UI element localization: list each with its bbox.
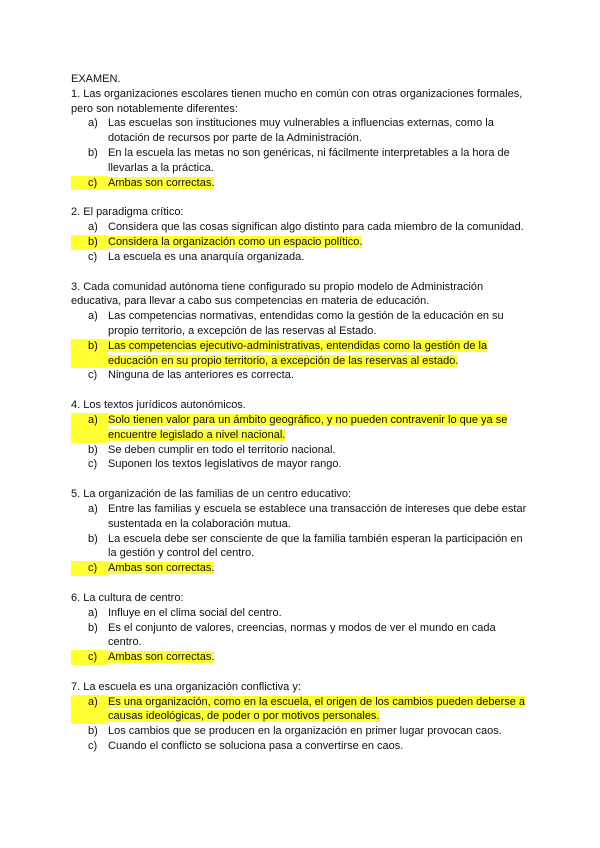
option-text: Suponen los textos legislativos de mayor rango. (108, 458, 342, 471)
option-letter: a) (71, 413, 108, 443)
question-3 (71, 280, 531, 384)
answer-option-b (71, 146, 531, 176)
answer-option-c (71, 368, 531, 383)
highlighted-answer: Es una organización, como en la escuela, el origen de los cambios pueden deberse a causas ideológicas, de poder o por motivos personales. (108, 695, 526, 723)
question-text: 6. La cultura de centro: (71, 591, 184, 604)
answer-option-c (71, 739, 531, 754)
option-letter: b) (71, 339, 108, 369)
answer-option-c (71, 457, 531, 472)
question-4 (71, 398, 531, 472)
option-letter: b) (88, 443, 98, 456)
option-letter: c) (88, 458, 98, 471)
question-text: 2. El paradigma crítico: (71, 206, 184, 219)
option-text: Las escuelas son instituciones muy vulnerables a influencias externas, como la dotación de recursos por parte de la Administración. (108, 117, 494, 145)
highlighted-answer: Ambas son correctas. (108, 651, 215, 664)
document-content (71, 72, 531, 769)
option-letter: c) (71, 176, 108, 191)
option-text: Entre las familias y escuela se establece una transacción de intereses que debe estar sustentada en la colaboración mutua. (108, 502, 527, 530)
question-text: 3. Cada comunidad autónoma tiene configurado su propio modelo de Administración educativa, para llevar a cabo sus competencias en materia de educación. (71, 280, 484, 308)
answer-option-a (71, 606, 531, 621)
answer-option-b (71, 339, 531, 369)
answer-option-a (71, 502, 531, 532)
highlighted-answer: Ambas son correctas. (108, 562, 215, 575)
option-letter: c) (88, 740, 98, 753)
answer-option-b (71, 235, 531, 250)
answer-option-c (71, 561, 531, 576)
option-text: Ninguna de las anteriores es correcta. (108, 369, 294, 382)
highlighted-answer: Solo tienen valor para un ámbito geográfico, y no pueden contravenir lo que ya se encuentre legislado a nivel nacional. (108, 413, 508, 441)
option-letter: a) (88, 310, 98, 323)
question-text: 1. Las organizaciones escolares tienen mucho en común con otras organizaciones formales, pero son notablemente diferentes: (71, 87, 523, 115)
option-letter: a) (71, 695, 108, 725)
option-text: En la escuela las metas no son genéricas, ni fácilmente interpretables a la hora de llevarlas a la práctica. (108, 146, 510, 174)
question-text: 4. Los textos jurídicos autonómicos. (71, 399, 246, 412)
answer-option-a (71, 309, 531, 339)
highlighted-answer: Las competencias ejecutivo-administrativas, entendidas como la gestión de la educación en su propio territorio, a excepción de las reservas al estado. (108, 339, 488, 367)
answer-option-a (71, 116, 531, 146)
highlighted-answer: Considera la organización como un espacio político. (108, 235, 363, 248)
answer-option-c (71, 176, 531, 191)
option-text: Los cambios que se producen en la organización en primer lugar provocan caos. (108, 725, 502, 738)
option-letter: b) (71, 235, 108, 250)
option-text: La escuela es una anarquía organizada. (108, 250, 305, 263)
option-text: Se deben cumplir en todo el territorio nacional. (108, 443, 336, 456)
answer-option-a (71, 220, 531, 235)
option-text: Considera que las cosas significan algo distinto para cada miembro de la comunidad. (108, 221, 524, 234)
option-letter: a) (88, 502, 98, 515)
answer-option-b (71, 724, 531, 739)
answer-option-a (71, 413, 531, 443)
answer-option-b (71, 621, 531, 651)
option-letter: c) (71, 561, 108, 576)
option-letter: c) (88, 369, 98, 382)
question-1 (71, 87, 531, 191)
option-letter: a) (88, 606, 98, 619)
option-letter: a) (88, 117, 98, 130)
option-text: La escuela debe ser consciente de que la familia también esperan la participación en la gestión y control del centro. (108, 532, 523, 560)
document-title: EXAMEN. (71, 73, 121, 85)
option-letter: a) (88, 221, 98, 234)
answer-option-b (71, 532, 531, 562)
answer-option-c (71, 250, 531, 265)
question-6 (71, 591, 531, 665)
answer-option-b (71, 443, 531, 458)
option-letter: b) (88, 621, 98, 634)
option-text: Las competencias normativas, entendidas como la gestión de la educación en su propio territorio, a excepción de las reservas al Estado. (108, 310, 504, 337)
option-text: Es el conjunto de valores, creencias, normas y modos de ver el mundo en cada centro. (108, 621, 496, 649)
question-7 (71, 680, 531, 754)
highlighted-answer: Ambas son correctas. (108, 176, 215, 189)
answer-option-c (71, 650, 531, 665)
question-5 (71, 487, 531, 576)
option-letter: b) (88, 725, 98, 738)
option-text: Influye en el clima social del centro. (108, 606, 282, 619)
option-letter: b) (88, 146, 98, 159)
question-text: 5. La organización de las familias de un centro educativo: (71, 488, 352, 501)
question-2 (71, 205, 531, 264)
answer-option-a (71, 695, 531, 725)
option-letter: b) (88, 532, 98, 545)
option-text: Cuando el conflicto se soluciona pasa a convertirse en caos. (108, 740, 404, 753)
option-letter: c) (88, 250, 98, 263)
question-text: 7. La escuela es una organización conflictiva y: (71, 680, 301, 693)
option-letter: c) (71, 650, 108, 665)
